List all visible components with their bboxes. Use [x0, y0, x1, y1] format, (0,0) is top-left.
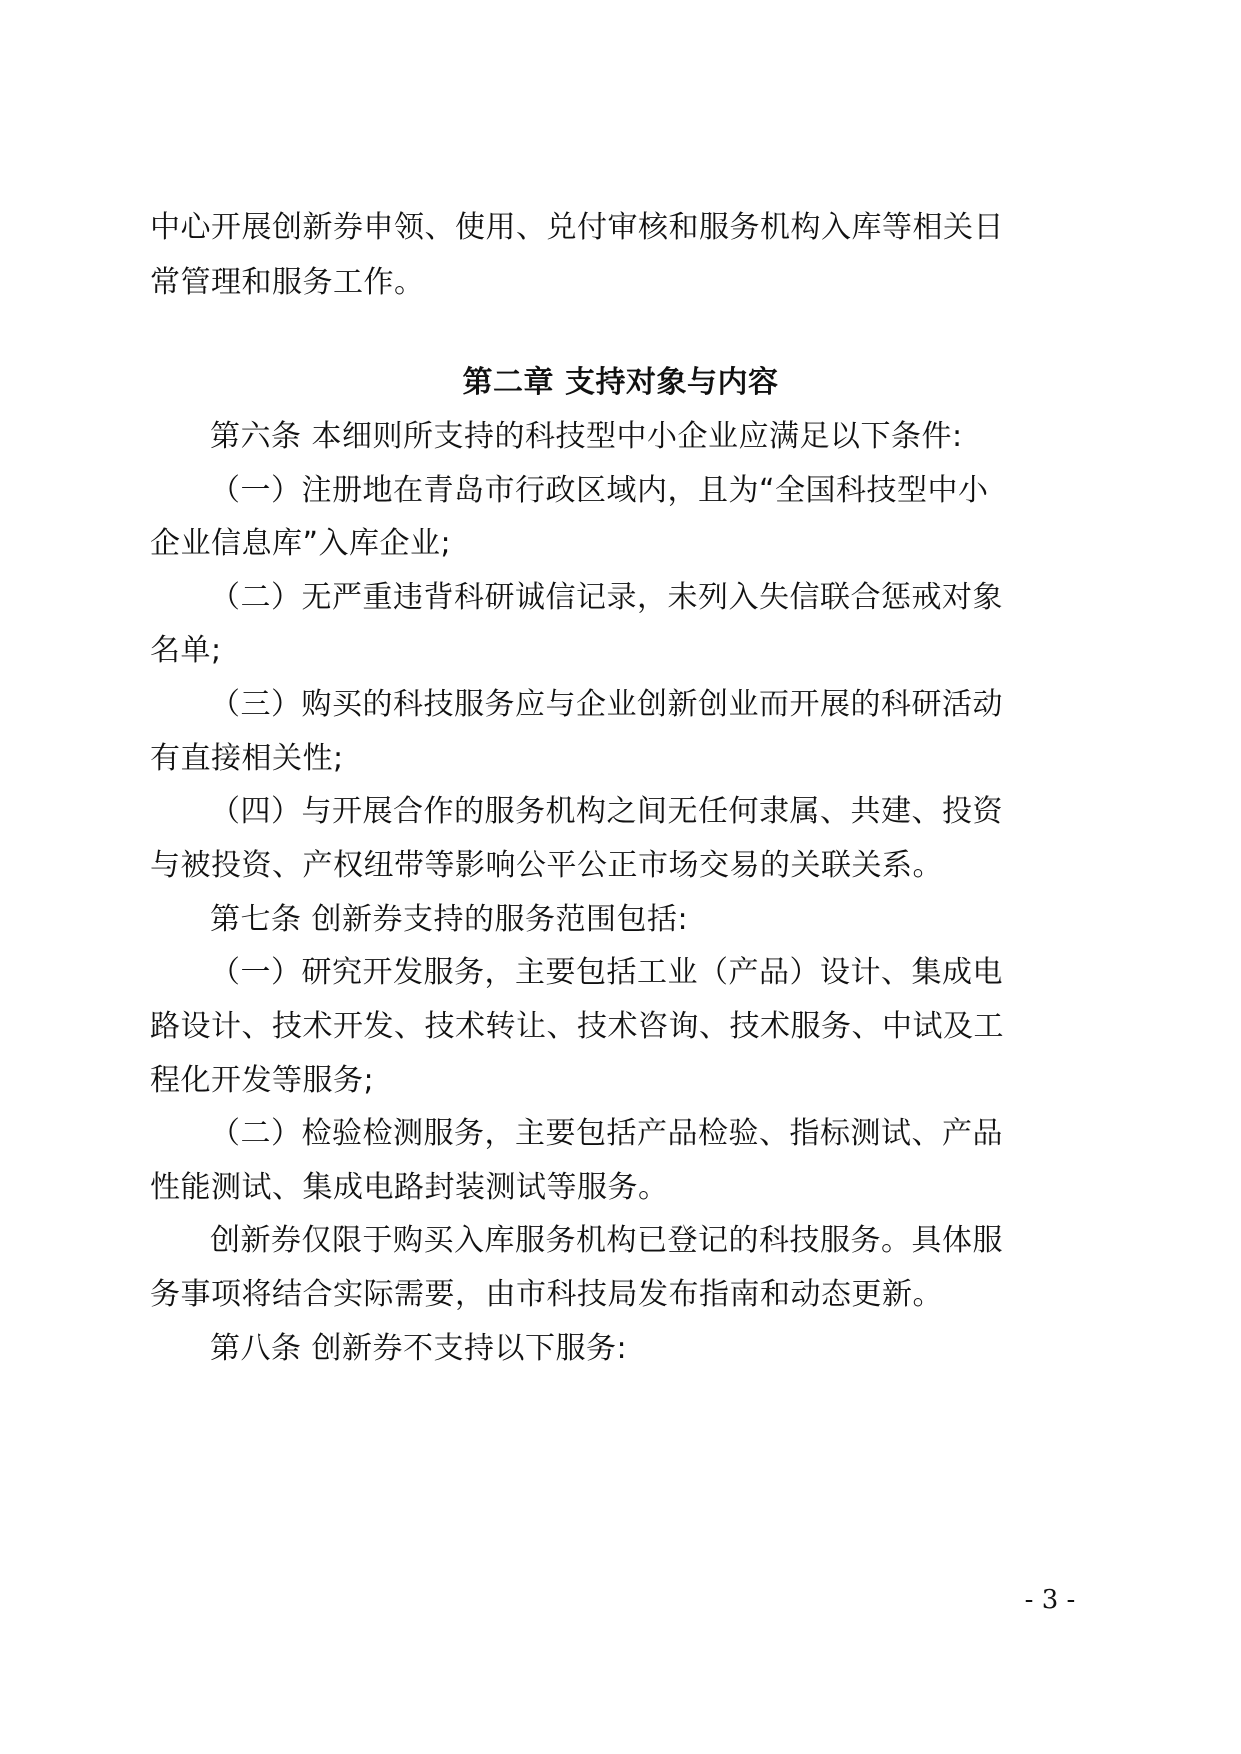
article-6-item-4-line: 与被投资、产权纽带等影响公平公正市场交易的关联关系。: [150, 848, 943, 883]
article-6-item-1-line: 企业信息库”入库企业;: [150, 526, 452, 561]
paragraph-line: 中心开展创新券申领、使用、兑付审核和服务机构入库等相关日: [150, 210, 1004, 245]
article-7-note-line: 务事项将结合实际需要，由市科技局发布指南和动态更新。: [150, 1277, 943, 1312]
chapter-heading: 第二章 支持对象与内容: [462, 365, 779, 400]
article-7-heading: 第七条 创新券支持的服务范围包括:: [210, 902, 689, 937]
article-6-item-1-line: （一）注册地在青岛市行政区域内，且为“全国科技型中小: [210, 473, 989, 508]
article-7-item-1-line: 程化开发等服务;: [150, 1063, 375, 1098]
article-6-heading: 第六条 本细则所支持的科技型中小企业应满足以下条件:: [210, 419, 963, 454]
paragraph-line: 常管理和服务工作。: [150, 265, 425, 300]
article-7-note-line: 创新券仅限于购买入库服务机构已登记的科技服务。具体服: [210, 1223, 1003, 1258]
article-6-item-2-line: （二）无严重违背科研诚信记录，未列入失信联合惩戒对象: [210, 580, 1003, 615]
page-number: - 3 -: [1024, 1585, 1076, 1615]
article-7-item-2-line: （二）检验检测服务，主要包括产品检验、指标测试、产品: [210, 1116, 1003, 1151]
article-6-item-2-line: 名单;: [150, 633, 222, 668]
article-7-item-1-line: 路设计、技术开发、技术转让、技术咨询、技术服务、中试及工: [150, 1009, 1004, 1044]
article-8-heading: 第八条 创新券不支持以下服务:: [210, 1331, 628, 1366]
article-7-item-1-line: （一）研究开发服务，主要包括工业（产品）设计、集成电: [210, 955, 1003, 990]
article-6-item-4-line: （四）与开展合作的服务机构之间无任何隶属、共建、投资: [210, 794, 1003, 829]
article-6-item-3-line: （三）购买的科技服务应与企业创新创业而开展的科研活动: [210, 687, 1003, 722]
article-6-item-3-line: 有直接相关性;: [150, 741, 344, 776]
article-7-item-2-line: 性能测试、集成电路封装测试等服务。: [150, 1170, 669, 1205]
